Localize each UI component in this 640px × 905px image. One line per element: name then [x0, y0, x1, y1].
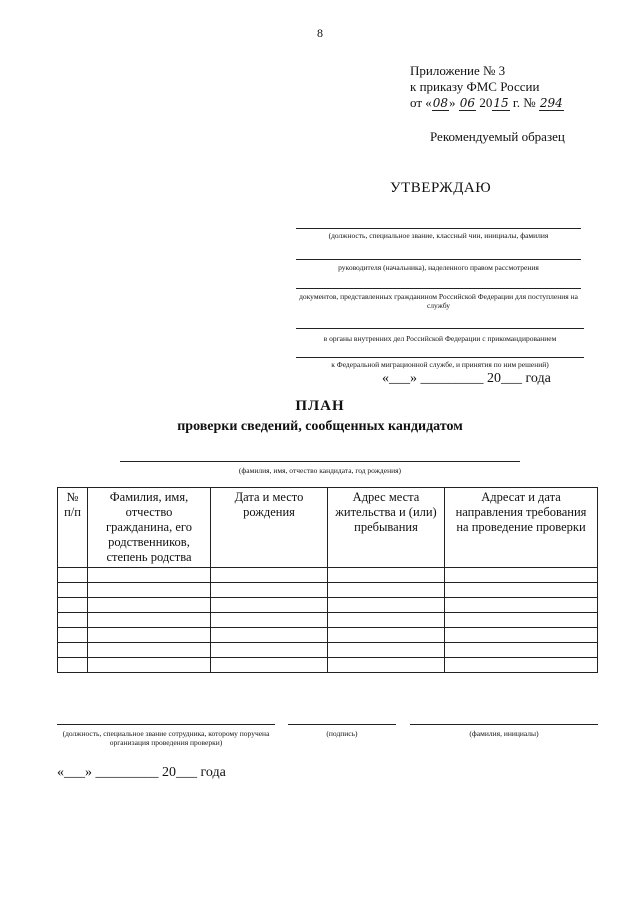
table-cell[interactable] [58, 658, 88, 673]
date-mid: » [449, 95, 456, 110]
candidate-caption: (фамилия, имя, отчество кандидата, год рождения) [238, 466, 402, 475]
table-cell[interactable] [58, 643, 88, 658]
approver-line-3 [296, 288, 581, 289]
appendix-order-ref: к приказу ФМС России [410, 79, 540, 94]
order-number-label: г. № [512, 95, 536, 110]
header-full-name: Фамилия, имя, отчество гражданина, его родственников, степень родства [88, 488, 211, 568]
table-cell[interactable] [445, 568, 598, 583]
position-caption: (должность, специальное звание сотрудника, которому поручена организация проведения проверки) [62, 729, 270, 747]
table-cell[interactable] [328, 598, 445, 613]
table-header-row [58, 488, 598, 568]
approver-caption-4: в органы внутренних дел Российской Федерации с прикомандированием [323, 334, 557, 343]
signature-caption: (подпись) [326, 729, 358, 738]
appendix-block [410, 63, 564, 111]
table-cell[interactable] [211, 613, 328, 628]
table-cell[interactable] [88, 568, 211, 583]
table-cell[interactable] [58, 628, 88, 643]
table-row [58, 658, 598, 673]
table-cell[interactable] [328, 628, 445, 643]
plan-subtitle: проверки сведений, сообщенных кандидатом [177, 419, 463, 434]
date-prefix: от « [410, 95, 432, 110]
footer-date: «___» _________ 20___ года [57, 765, 226, 780]
table-cell[interactable] [445, 598, 598, 613]
handwritten-month: 06 [459, 96, 476, 110]
approve-date: «___» _________ 20___ года [382, 371, 551, 386]
table-cell[interactable] [211, 643, 328, 658]
sample-label: Рекомендуемый образец [430, 129, 565, 144]
table-cell[interactable] [328, 643, 445, 658]
approver-caption-1: (должность, специальное звание, классный чин, инициалы, фамилия [328, 231, 549, 240]
approver-line-4 [296, 328, 584, 329]
table-cell[interactable] [211, 628, 328, 643]
table-cell[interactable] [211, 583, 328, 598]
header-address: Адрес места жительства и (или) пребывания [328, 488, 445, 568]
table-cell[interactable] [328, 583, 445, 598]
table-cell[interactable] [58, 583, 88, 598]
name-line [410, 724, 598, 725]
approver-line-1 [296, 228, 581, 229]
table-row [58, 583, 598, 598]
name-caption: (фамилия, инициалы) [469, 729, 539, 738]
approver-line-5 [296, 357, 584, 358]
candidate-line [120, 461, 520, 462]
table-cell[interactable] [445, 583, 598, 598]
table-cell[interactable] [445, 628, 598, 643]
handwritten-year: 15 [493, 96, 509, 110]
table-cell[interactable] [211, 568, 328, 583]
table-cell[interactable] [88, 598, 211, 613]
approver-caption-3: документов, представленных гражданином Российской Федерации для поступления на службу [299, 292, 578, 310]
table-cell[interactable] [328, 568, 445, 583]
table-cell[interactable] [88, 628, 211, 643]
table-cell[interactable] [328, 658, 445, 673]
table-cell[interactable] [88, 658, 211, 673]
header-number: № п/п [58, 488, 88, 568]
header-addressee: Адресат и дата направления требования на проведение проверки [445, 488, 598, 568]
table-cell[interactable] [445, 613, 598, 628]
table-row [58, 568, 598, 583]
table-row [58, 598, 598, 613]
table-cell[interactable] [445, 643, 598, 658]
table-cell[interactable] [211, 598, 328, 613]
signature-line [288, 724, 396, 725]
table-cell[interactable] [445, 658, 598, 673]
appendix-title: Приложение № 3 [410, 63, 506, 78]
approver-caption-5: к Федеральной миграционной службе, и принятия по ним решений) [331, 360, 549, 369]
table-cell[interactable] [58, 613, 88, 628]
handwritten-order-number: 294 [539, 96, 563, 110]
table-row [58, 613, 598, 628]
page-number: 8 [317, 26, 323, 40]
table-cell[interactable] [88, 643, 211, 658]
approve-heading: УТВЕРЖДАЮ [390, 180, 492, 196]
year-prefix: 20 [479, 95, 493, 110]
table-row [58, 628, 598, 643]
appendix-date-line [410, 95, 564, 111]
plan-title: ПЛАН [295, 398, 345, 414]
table-cell[interactable] [328, 613, 445, 628]
table-cell[interactable] [88, 583, 211, 598]
position-line [57, 724, 275, 725]
table-row [58, 643, 598, 658]
table-cell[interactable] [58, 568, 88, 583]
plan-table [57, 487, 598, 673]
approver-line-2 [296, 259, 581, 260]
handwritten-day: 08 [432, 96, 449, 110]
table-cell[interactable] [88, 613, 211, 628]
table-cell[interactable] [211, 658, 328, 673]
table-cell[interactable] [58, 598, 88, 613]
header-birth: Дата и место рождения [211, 488, 328, 568]
approver-caption-2: руководителя (начальника), наделенного правом рассмотрения [338, 263, 539, 272]
